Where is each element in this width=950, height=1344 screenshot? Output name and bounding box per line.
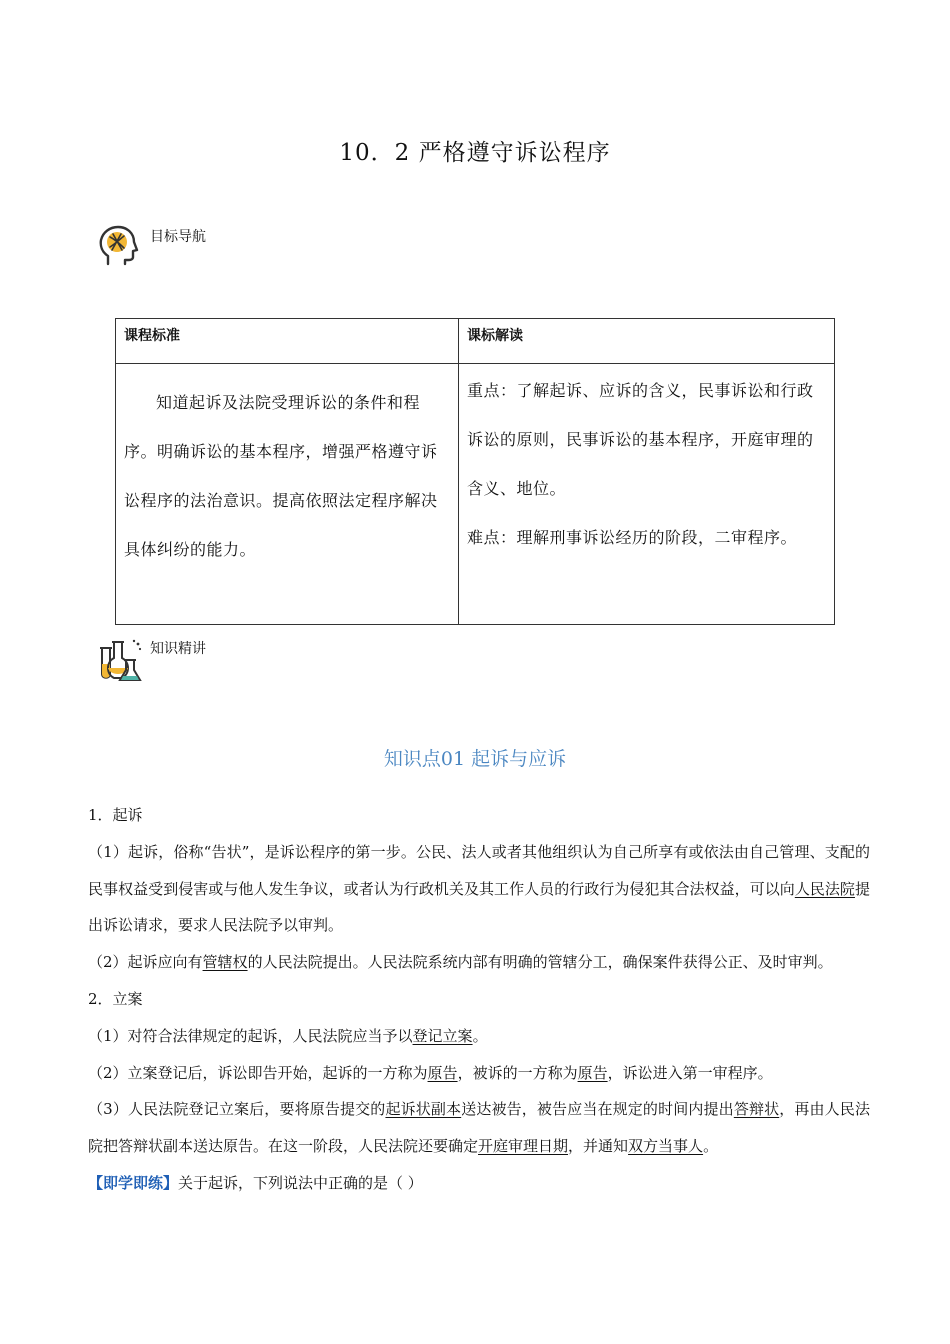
practice-text: 关于起诉，下列说法中正确的是（ ） xyxy=(178,1173,423,1192)
page-title: 10．2 严格遵守诉讼程序 xyxy=(339,140,611,166)
underlined-term: 答辩状 xyxy=(733,1100,780,1119)
knowledge-label: 知识精讲 xyxy=(150,641,206,657)
text-run: ，并通知 xyxy=(568,1137,629,1156)
text-run: 。 xyxy=(703,1137,719,1156)
underlined-term: 原告 xyxy=(577,1063,608,1082)
paragraph-4 xyxy=(88,1055,870,1092)
text-run: 提出诉讼请求，要求人民法院予以审判。 xyxy=(88,879,870,935)
underlined-term: 人民法院 xyxy=(794,879,855,898)
knowledge-body xyxy=(88,797,870,1202)
underlined-term: 管辖权 xyxy=(202,953,248,972)
paragraph-5 xyxy=(88,1091,870,1165)
text-run: （2）起诉应向有 xyxy=(88,953,203,972)
text-run: ，诉讼进入第一审程序。 xyxy=(607,1063,773,1082)
text-run: ，被诉的一方称为 xyxy=(457,1063,578,1082)
knowledge-point-title: 知识点01 起诉与应诉 xyxy=(383,748,567,770)
underlined-term: 双方当事人 xyxy=(628,1137,704,1156)
text-run: （3）人民法院登记立案后，要将原告提交的 xyxy=(88,1100,386,1119)
practice-tag: 【即学即练】 xyxy=(88,1173,179,1192)
standard-interpretation-cell xyxy=(459,364,835,625)
underlined-term: 原告 xyxy=(427,1063,458,1082)
header-course-standard: 课程标准 xyxy=(116,319,459,364)
heading-prosecution: 1．起诉 xyxy=(88,806,143,824)
underlined-term: 起诉状副本 xyxy=(385,1100,462,1119)
key-points-text: 重点：了解起诉、应诉的含义，民事诉讼和行政诉讼的原则，民事诉讼的基本程序，开庭审理的含义、地位。 xyxy=(467,381,814,498)
paragraph-1 xyxy=(88,834,870,944)
lab-flask-icon xyxy=(96,636,142,682)
underlined-term: 登记立案 xyxy=(412,1026,473,1045)
course-standards-table xyxy=(115,318,835,625)
text-run: 。 xyxy=(472,1026,488,1045)
target-nav-header xyxy=(96,224,206,270)
text-run: 送达被告，被告应当在规定的时间内提出 xyxy=(461,1100,734,1119)
text-run: （1）对符合法律规定的起诉，人民法院应当予以 xyxy=(88,1026,413,1045)
knowledge-header xyxy=(96,636,206,682)
text-run: （1）起诉，俗称“告状”，是诉讼程序的第一步。公民、法人或者其他组织认为自己所享有或依法由自己管理、支配的民事权益受到侵害或与他人发生争议，或者认为行政机关及其工作人员的行政行为侵犯其合法权益，可以向 xyxy=(88,842,870,898)
paragraph-2 xyxy=(88,944,870,981)
text-run: 的人民法院提出。人民法院系统内部有明确的管辖分工，确保案件获得公正、及时审判。 xyxy=(247,953,833,972)
paragraph-3 xyxy=(88,1018,870,1055)
target-nav-label: 目标导航 xyxy=(150,229,206,245)
header-standard-interpretation: 课标解读 xyxy=(459,319,835,364)
brain-head-icon xyxy=(96,224,142,270)
text-run: （2）立案登记后，诉讼即告开始，起诉的一方称为 xyxy=(88,1063,428,1082)
underlined-term: 开庭审理日期 xyxy=(478,1137,569,1156)
heading-filing: 2．立案 xyxy=(88,989,143,1008)
practice-question xyxy=(88,1165,870,1202)
text-run: ，再由人民法院把答辩状副本送达原告。在这一阶段，人民法院还要确定 xyxy=(88,1100,870,1156)
course-standard-text: 知道起诉及法院受理诉讼的条件和程序。明确诉讼的基本程序，增强严格遵守诉讼程序的法治意识。提高依照法定程序解决具体纠纷的能力。 xyxy=(116,364,459,625)
difficult-points-text: 难点：理解刑事诉讼经历的阶段，二审程序。 xyxy=(467,528,798,547)
